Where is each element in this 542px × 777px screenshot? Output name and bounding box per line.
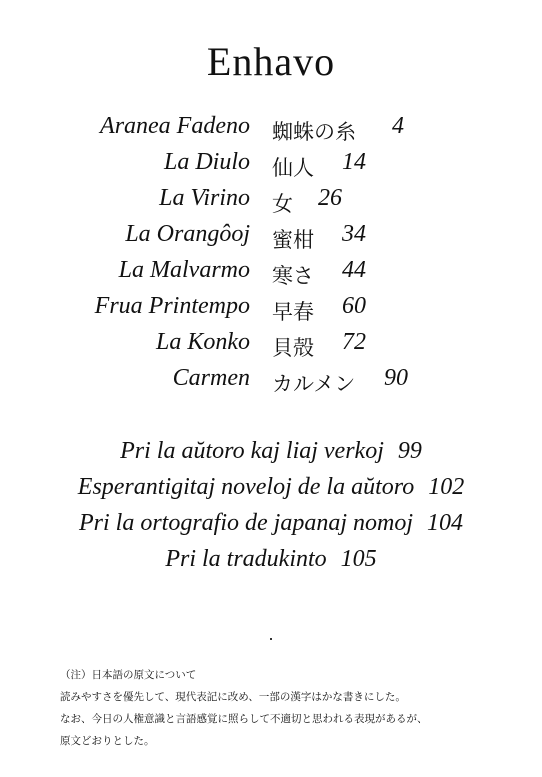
toc-entry-japanese-title: 貝殻 [272,336,314,360]
toc-entry [0,293,542,327]
appendix-entry-title: Pri la ortografio de japanaj nomoj [78,510,413,536]
appendix-entry-page: 105 [340,546,377,572]
toc-entry-page: 60 [342,293,366,319]
toc-entry-esperanto-title: La Konko [155,329,250,355]
toc-entry-esperanto-title: La Malvarmo [118,257,250,283]
toc-entry-japanese-title: 早春 [272,300,314,324]
toc-entry [0,185,542,219]
footnote-line: なお、今日の人権意識と言語感覚に照らして不適切と思われる表現があるが、 [60,713,428,725]
toc-entry-japanese-title: 寒さ [272,264,314,288]
toc-entry-esperanto-title: La Orangôoj [125,221,250,247]
toc-entry-japanese-title: 蜜柑 [272,228,314,252]
toc-entry-esperanto-title: Aranea Fadeno [100,113,250,139]
separator-dot [270,638,272,640]
toc-entry-japanese-title: 蜘蛛の糸 [272,120,356,144]
toc-entry-page: 14 [342,149,366,175]
footnote-line: 読みやすさを優先して、現代表記に改め、一部の漢字はかな書きにした。 [60,691,406,703]
toc-entry-japanese-title: 仙人 [272,156,314,180]
toc-entry-esperanto-title: La Diulo [163,149,250,175]
toc-entry [0,365,542,399]
toc-entry [0,113,542,147]
appendix-entry [0,546,542,573]
toc-entry [0,221,542,255]
toc-entry-page: 34 [342,221,366,247]
toc-entry [0,149,542,183]
appendix-entry-page: 102 [428,474,465,500]
toc-entry-japanese-title: 女 [272,192,293,216]
toc-entry-page: 72 [342,329,366,355]
appendix-entry-title: Pri la aŭtoro kaj liaj verkoj [120,438,384,464]
appendix-entry-page: 99 [397,438,422,464]
toc-entry-esperanto-title: Frua Printempo [94,293,250,319]
appendix-entry-title: Pri la tradukinto [165,546,327,572]
footnote-line: 原文どおりとした。 [60,735,155,747]
toc-entry-page: 26 [318,185,342,211]
appendix-entry [0,474,542,501]
appendix-entry [0,438,542,465]
toc-entry-esperanto-title: La Virino [159,185,250,211]
toc-entry [0,257,542,291]
footnote-heading: （注）日本語の原文について [60,669,197,681]
toc-entry-page: 44 [342,257,366,283]
toc-entry-japanese-title: カルメン [272,372,356,396]
toc-entry-page: 90 [384,365,408,391]
appendix-entry-title: Esperantigitaj noveloj de la aŭtoro [77,474,415,500]
toc-entry [0,329,542,363]
appendix-entry-page: 104 [427,510,463,536]
footnote [60,664,530,752]
toc-entry-page: 4 [392,113,404,139]
appendix-entry [0,510,542,537]
toc-entry-esperanto-title: Carmen [172,365,250,391]
page-title: Enhavo [206,39,336,84]
